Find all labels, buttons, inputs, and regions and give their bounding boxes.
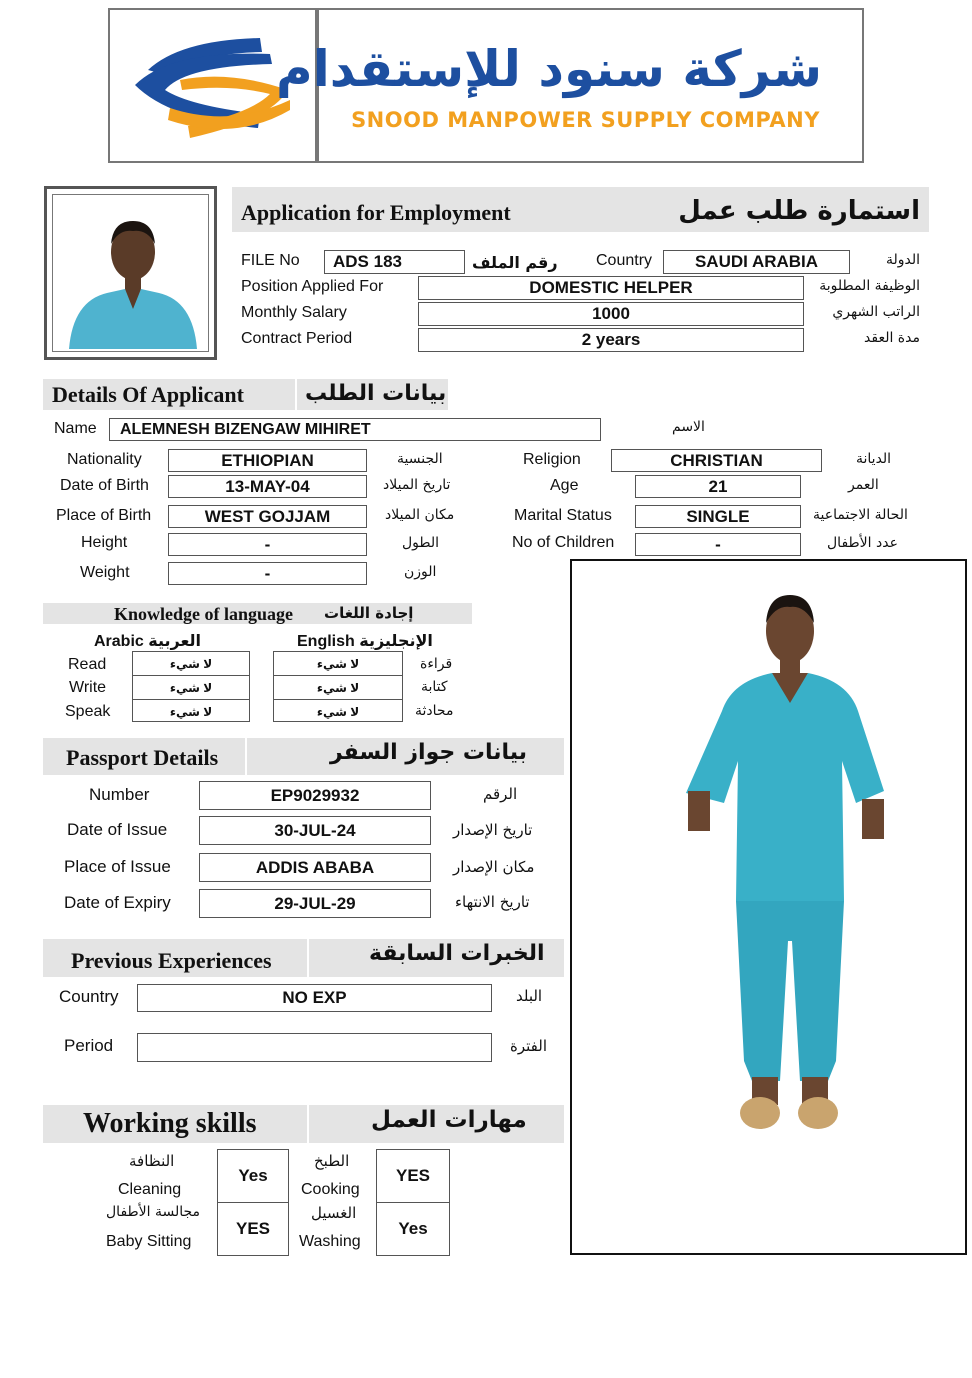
english-column-header: English الإنجليزية (297, 633, 433, 650)
nationality-label: Nationality (67, 451, 142, 468)
company-name-english: SNOOD MANPOWER SUPPLY COMPANY (351, 108, 820, 132)
pob-field: WEST GOJJAM (168, 505, 367, 528)
english-speak-value: لا شيء (316, 704, 360, 719)
pob-arabic-label: مكان الميلاد (385, 507, 455, 523)
marital-arabic-label: الحالة الاجتماعية (813, 507, 908, 523)
expiry-label: Date of Expiry (64, 893, 171, 912)
position-field: DOMESTIC HELPER (418, 276, 804, 300)
passport-number-arabic-label: الرقم (483, 785, 518, 803)
weight-label: Weight (80, 564, 130, 581)
skills-title-english: Working skills (83, 1108, 257, 1139)
passport-title-english: Passport Details (66, 745, 219, 770)
contract-field: 2 years (418, 328, 804, 352)
experience-country-label: Country (59, 987, 119, 1006)
issue-date-field: 30-JUL-24 (199, 816, 431, 845)
english-write-value: لا شيء (274, 676, 402, 700)
children-arabic-label: عدد الأطفال (827, 535, 898, 551)
children-field: - (635, 533, 801, 556)
experience-period-arabic-label: الفترة (510, 1037, 547, 1055)
passport-number-field: EP9029932 (199, 781, 431, 810)
passport-title-arabic: بيانات جواز السفر (330, 740, 528, 765)
issue-place-arabic-label: مكان الإصدار (453, 858, 535, 876)
washing-arabic-label: الغسيل (311, 1204, 357, 1222)
name-arabic-label: الاسم (672, 419, 705, 435)
salary-arabic-label: الراتب الشهري (832, 304, 920, 320)
arabic-write-value: لا شيء (133, 676, 249, 700)
marital-label: Marital Status (514, 507, 612, 524)
country-label: Country (596, 252, 653, 269)
pob-label: Place of Birth (56, 507, 152, 524)
name-field: ALEMNESH BIZENGAW MIHIRET (109, 418, 601, 441)
speak-label: Speak (65, 703, 111, 720)
weight-field: - (168, 562, 367, 585)
nationality-field: ETHIOPIAN (168, 449, 367, 472)
dob-arabic-label: تاريخ الميلاد (383, 477, 451, 493)
language-title-arabic: إجادة اللغات (324, 604, 414, 622)
read-arabic-label: قراءة (420, 656, 453, 672)
marital-field: SINGLE (635, 505, 801, 528)
baby-sitting-value: YES (217, 1202, 289, 1256)
file-no-arabic-label: رقم الملف (472, 253, 558, 272)
arabic-skill-grid (132, 651, 250, 722)
passport-number-label: Number (89, 785, 150, 804)
salary-label: Monthly Salary (241, 304, 347, 321)
expiry-arabic-label: تاريخ الانتهاء (455, 893, 530, 911)
applicant-photo-full (570, 559, 967, 1255)
experience-country-arabic-label: البلد (516, 987, 543, 1005)
experience-period-label: Period (64, 1036, 114, 1055)
age-arabic-label: العمر (848, 477, 879, 493)
issue-place-field: ADDIS ABABA (199, 853, 431, 882)
baby-sitting-label: Baby Sitting (106, 1233, 192, 1250)
details-title-english: Details Of Applicant (52, 382, 244, 407)
religion-label: Religion (523, 451, 581, 468)
baby-sitting-arabic-label: مجالسة الأطفال (106, 1204, 201, 1220)
read-label: Read (68, 656, 107, 673)
issue-place-label: Place of Issue (64, 857, 171, 876)
religion-arabic-label: الديانة (856, 451, 892, 467)
cleaning-value: Yes (217, 1149, 289, 1203)
write-arabic-label: كتابة (421, 679, 448, 695)
file-no-label: FILE No (241, 252, 300, 269)
header-company-frame (275, 8, 864, 163)
experience-title-arabic: الخبرات السابقة (369, 941, 545, 966)
english-read-value: لا شيء (274, 652, 402, 676)
washing-label: Washing (299, 1233, 361, 1250)
arabic-column-header: Arabic العربية (94, 633, 201, 650)
position-arabic-label: الوظيفة المطلوبة (819, 278, 920, 294)
arabic-read-value: لا شيء (133, 652, 249, 676)
dob-label: Date of Birth (60, 477, 149, 494)
expiry-field: 29-JUL-29 (199, 889, 431, 918)
speak-arabic-label: محادثة (415, 703, 454, 719)
applicant-full-body-icon (572, 561, 965, 1253)
language-title-english: Knowledge of language (114, 604, 294, 624)
religion-field: CHRISTIAN (611, 449, 822, 472)
height-arabic-label: الطول (402, 535, 440, 551)
experience-period-field (137, 1033, 492, 1062)
cooking-label: Cooking (301, 1181, 360, 1198)
cooking-value: YES (376, 1149, 450, 1203)
age-label: Age (550, 477, 579, 494)
dob-field: 13-MAY-04 (168, 475, 367, 498)
applicant-photo-small (44, 186, 217, 360)
experience-country-field: NO EXP (137, 984, 492, 1012)
country-field: SAUDI ARABIA (663, 250, 850, 274)
contract-arabic-label: مدة العقد (864, 330, 920, 346)
arabic-speak-value: لا شيء (169, 704, 213, 719)
write-label: Write (69, 679, 107, 696)
experience-title-english: Previous Experiences (71, 948, 272, 973)
contract-label: Contract Period (241, 330, 353, 347)
children-label: No of Children (512, 534, 615, 551)
cleaning-arabic-label: النظافة (129, 1152, 175, 1170)
name-label: Name (54, 420, 97, 437)
english-skill-grid (273, 651, 403, 722)
issue-date-label: Date of Issue (67, 820, 168, 839)
applicant-portrait-icon (47, 189, 214, 357)
nationality-arabic-label: الجنسية (397, 451, 443, 467)
washing-value: Yes (376, 1202, 450, 1256)
application-title-arabic: استمارة طلب عمل (678, 196, 920, 226)
file-no-field: ADS 183 (324, 250, 465, 274)
issue-date-arabic-label: تاريخ الإصدار (453, 821, 533, 839)
cleaning-label: Cleaning (118, 1181, 182, 1198)
application-title-english: Application for Employment (241, 200, 511, 225)
height-field: - (168, 533, 367, 556)
position-label: Position Applied For (241, 278, 384, 295)
height-label: Height (81, 534, 128, 551)
age-field: 21 (635, 475, 801, 498)
cooking-arabic-label: الطبخ (314, 1152, 350, 1170)
salary-field: 1000 (418, 302, 804, 326)
skills-title-arabic: مهارات العمل (371, 1107, 527, 1133)
weight-arabic-label: الوزن (404, 564, 437, 580)
country-arabic-label: الدولة (885, 252, 920, 268)
company-name-arabic: شركة سنود للإستقدام (275, 40, 822, 98)
details-title-arabic: بيانات الطلب (305, 381, 447, 406)
